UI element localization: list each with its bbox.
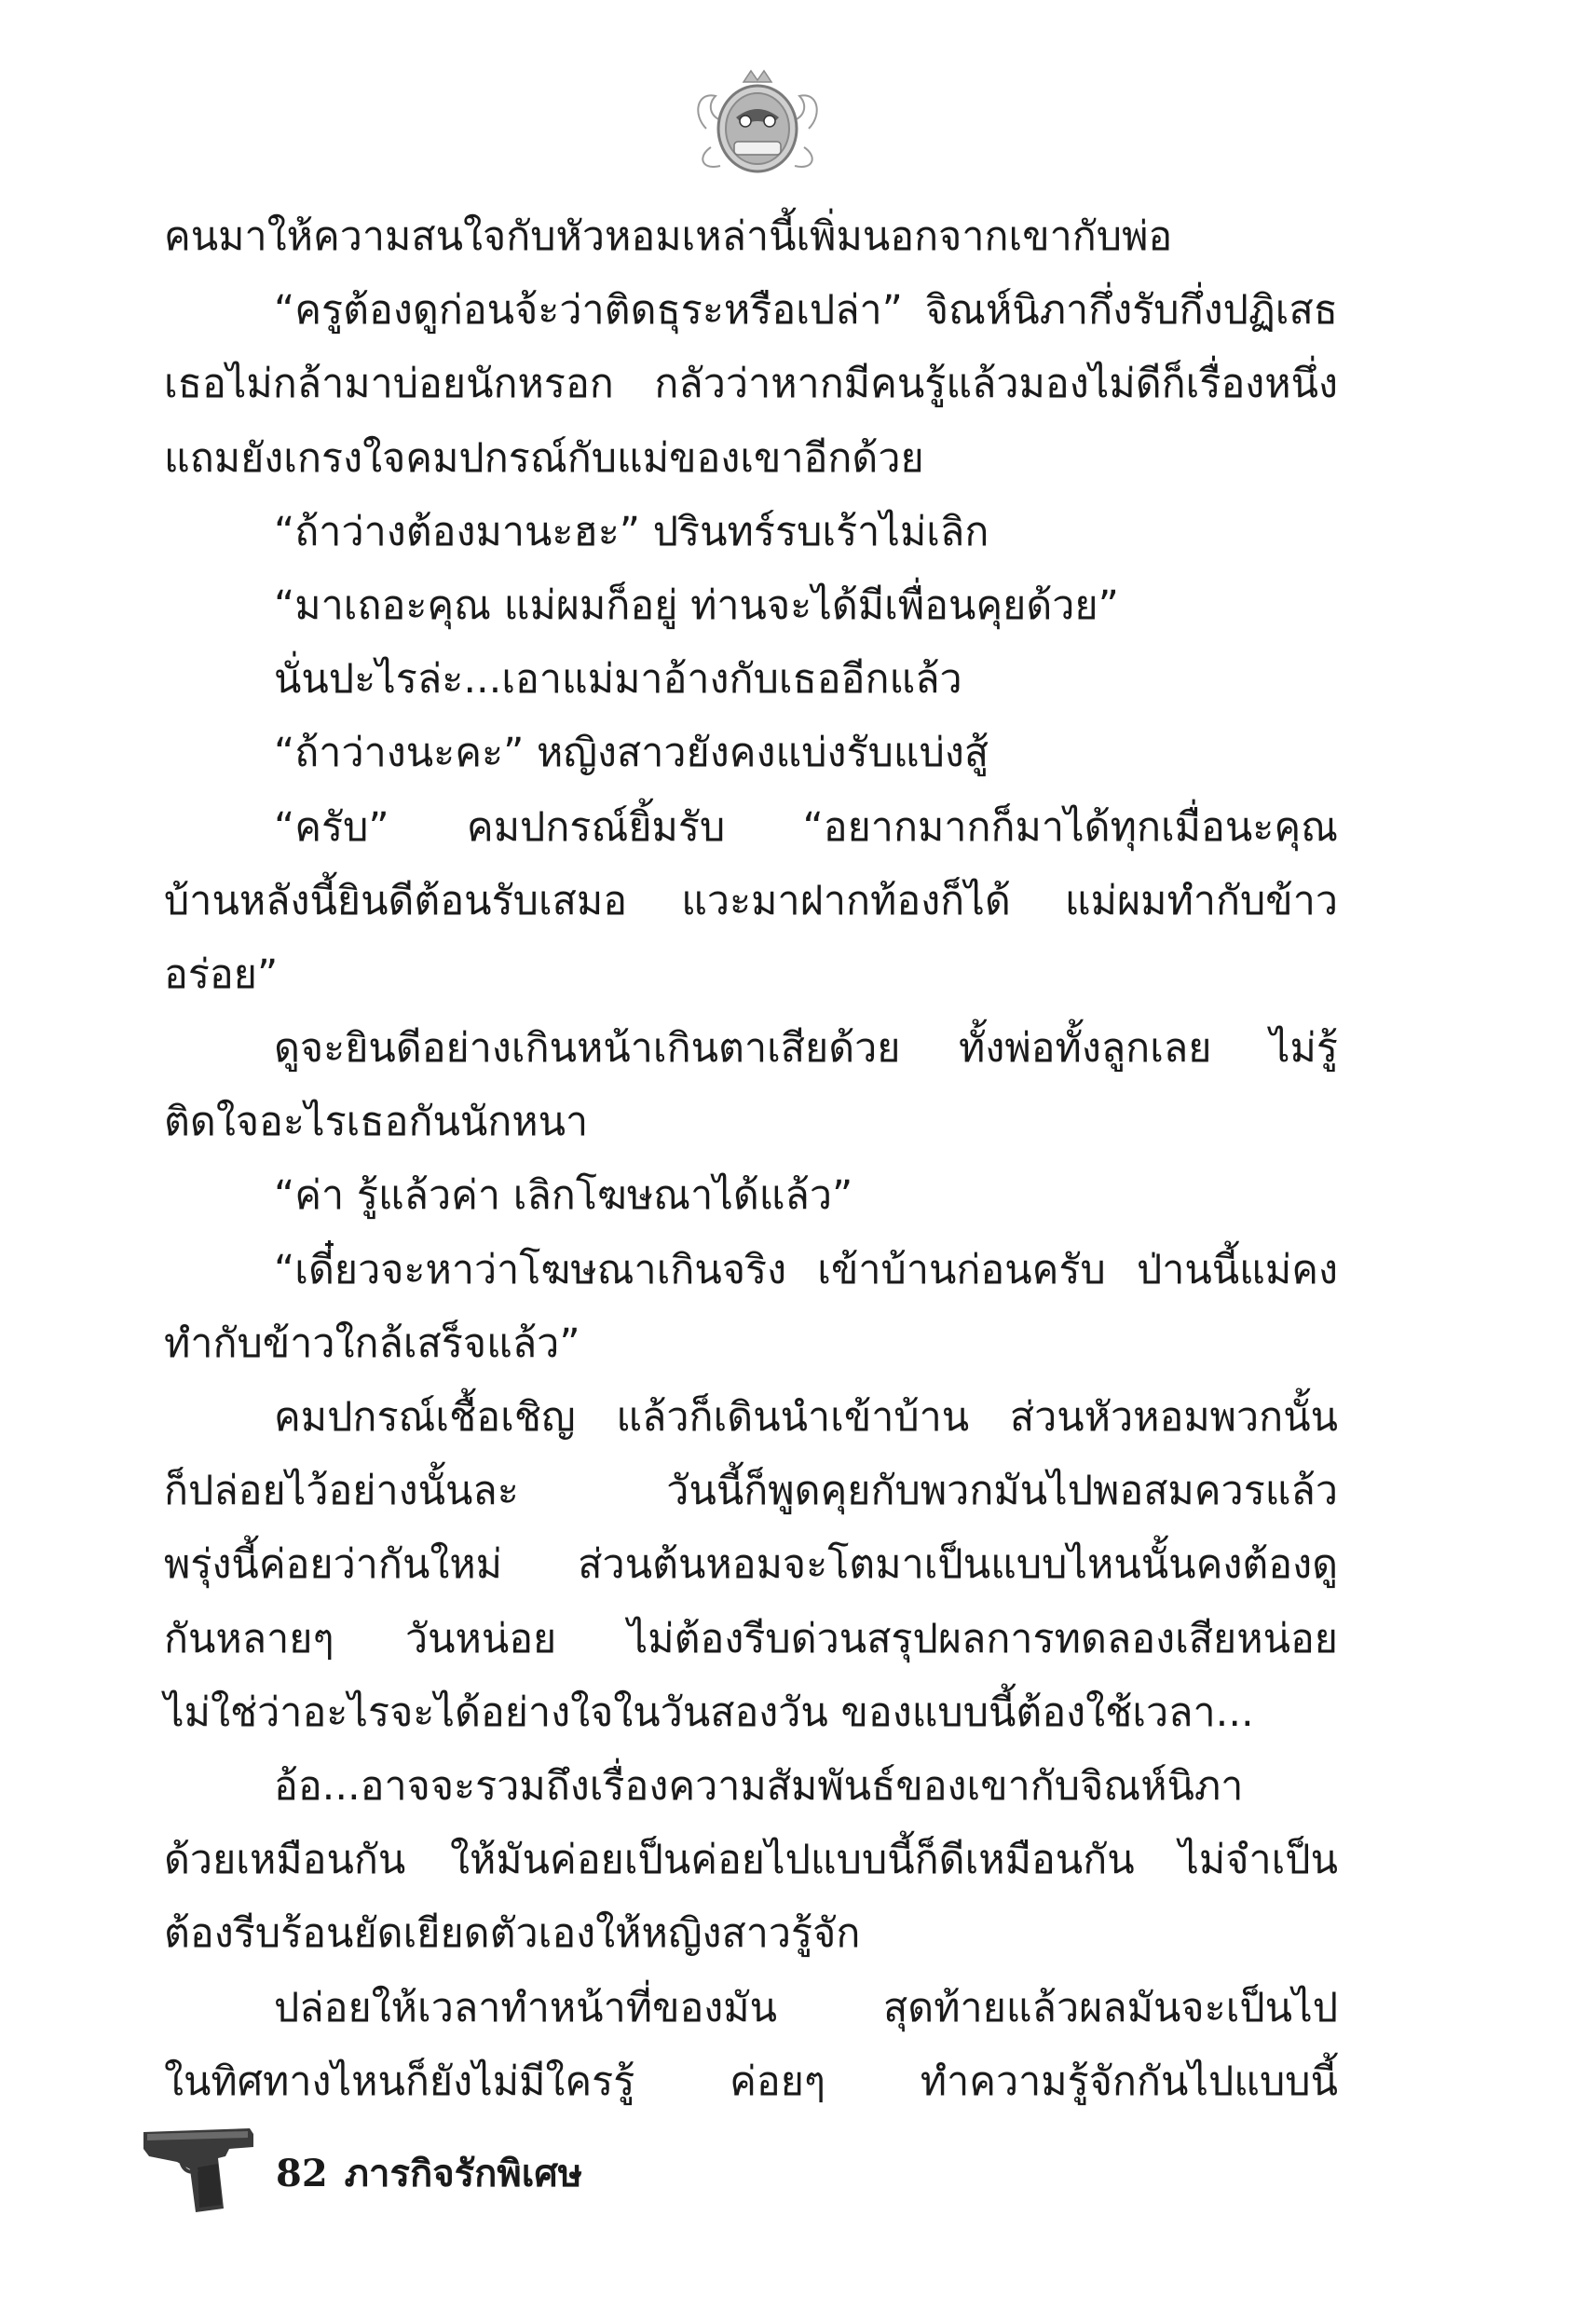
text-line: ด้วยเหมือนกัน ให้มันค่อยเป็นค่อยไปแบบนี้ก็ดีเหมือนกัน ไม่จำเป็น xyxy=(164,1837,1338,1884)
text-line: เธอไม่กล้ามาบ่อยนักหรอก กลัวว่าหากมีคนรู้แล้วมองไม่ดีก็เรื่องหนึ่ง xyxy=(164,361,1338,408)
text-line: ทำกับข้าวใกล้เสร็จแล้ว” xyxy=(164,1320,580,1367)
text-line: นั่นปะไรล่ะ...เอาแม่มาอ้างกับเธออีกแล้ว xyxy=(274,656,962,704)
text-line: อร่อย” xyxy=(164,950,279,998)
text-line: ปล่อยให้เวลาทำหน้าที่ของมัน สุดท้ายแล้วผลมันจะเป็นไป xyxy=(274,1984,1338,2031)
footer-label xyxy=(276,2143,582,2203)
text-line: กันหลายๆ วันหน่อย ไม่ต้องรีบด่วนสรุปผลการทดลองเสียหน่อย xyxy=(164,1615,1338,1662)
text-line: พรุ่งนี้ค่อยว่ากันใหม่ ส่วนต้นหอมจะโตมาเป็นแบบไหนนั้นคงต้องดู xyxy=(164,1541,1338,1589)
text-line: ในทิศทางไหนก็ยังไม่มีใครรู้ ค่อยๆ ทำความรู้จักกันไปแบบนี้ xyxy=(164,2058,1338,2105)
book-title: ภารกิจรักพิเศษ xyxy=(344,2152,583,2195)
text-line: “เดี๋ยวจะหาว่าโฆษณาเกินจริง เข้าบ้านก่อนครับ ป่านนี้แม่คง xyxy=(274,1246,1338,1293)
text-line: ต้องรีบร้อนยัดเยียดตัวเองให้หญิงสาวรู้จัก xyxy=(164,1910,861,1958)
body-text xyxy=(164,200,1338,2119)
text-line: บ้านหลังนี้ยินดีต้อนรับเสมอ แวะมาฝากท้องก็ได้ แม่ผมทำกับข้าว xyxy=(164,877,1338,924)
pistol-icon xyxy=(140,2115,261,2218)
text-line: “ครูต้องดูก่อนจ้ะว่าติดธุระหรือเปล่า” จิณห์นิภากึ่งรับกึ่งปฏิเสธ xyxy=(274,287,1338,335)
text-line: คนมาให้ความสนใจกับหัวหอมเหล่านี้เพิ่มนอกจากเขากับพ่อ xyxy=(164,213,1173,260)
text-line: “ครับ” คมปกรณ์ยิ้มรับ “อยากมากก็มาได้ทุกเมื่อนะคุณ xyxy=(274,803,1338,851)
text-line: “มาเถอะคุณ แม่ผมก็อยู่ ท่านจะได้มีเพื่อนคุยด้วย” xyxy=(274,581,1119,629)
publisher-crest-logo xyxy=(688,63,827,185)
page-footer xyxy=(140,2115,699,2218)
text-line: อ้อ...อาจจะรวมถึงเรื่องความสัมพันธ์ของเขากับจิณห์นิภา xyxy=(274,1762,1244,1810)
text-line: “ค่า รู้แล้วค่า เลิกโฆษณาได้แล้ว” xyxy=(274,1172,853,1220)
text-line: คมปกรณ์เชื้อเชิญ แล้วก็เดินนำเข้าบ้าน ส่วนหัวหอมพวกนั้น xyxy=(274,1394,1338,1441)
page-number: 82 xyxy=(276,2152,328,2195)
text-line: ติดใจอะไรเธอกันนักหนา xyxy=(164,1099,589,1146)
text-line: แถมยังเกรงใจคมปกรณ์กับแม่ของเขาอีกด้วย xyxy=(164,434,924,482)
text-line: ไม่ใช่ว่าอะไรจะได้อย่างใจในวันสองวัน ของแบบนี้ต้องใช้เวลา... xyxy=(164,1689,1254,1736)
text-line: ดูจะยินดีอย่างเกินหน้าเกินตาเสียด้วย ทั้งพ่อทั้งลูกเลย ไม่รู้ xyxy=(274,1025,1338,1073)
text-line: “ถ้าว่างต้องมานะฮะ” ปรินทร์รบเร้าไม่เลิก xyxy=(274,508,989,555)
text-line: ก็ปล่อยไว้อย่างนั้นละ วันนี้ก็พูดคุยกับพวกมันไปพอสมควรแล้ว xyxy=(164,1468,1338,1515)
text-line: “ถ้าว่างนะคะ” หญิงสาวยังคงแบ่งรับแบ่งสู้ xyxy=(274,730,989,777)
